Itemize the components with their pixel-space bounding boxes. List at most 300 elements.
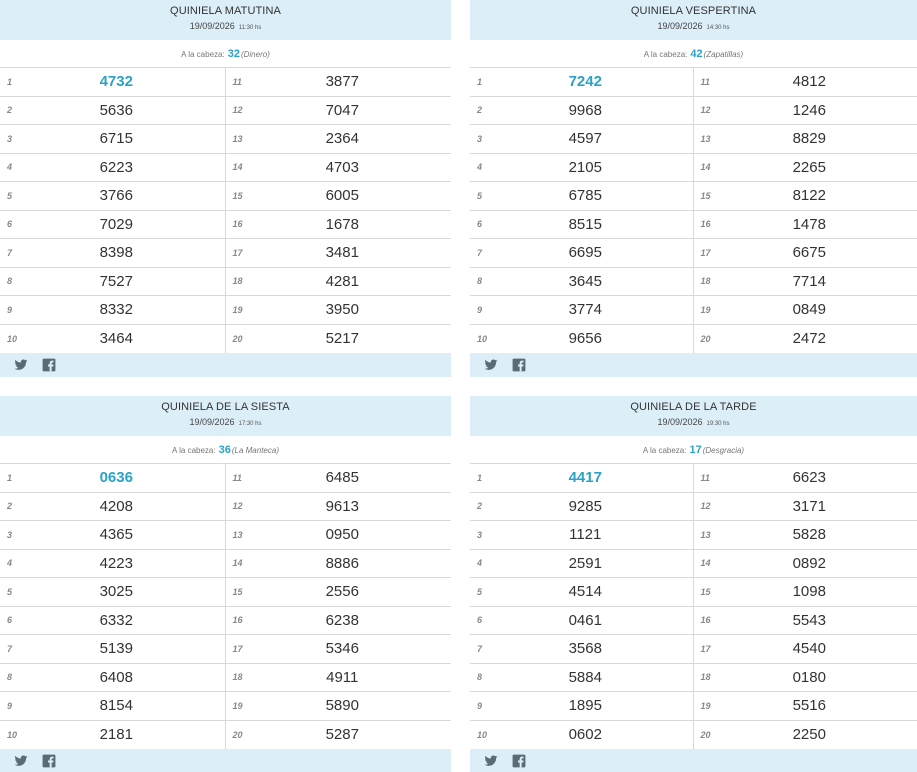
result-row <box>0 692 225 721</box>
result-position: 4 <box>477 558 483 569</box>
result-position: 6 <box>7 219 13 230</box>
result-row <box>0 325 225 354</box>
result-row <box>0 578 225 607</box>
result-number: 6238 <box>325 611 359 629</box>
result-number: 3950 <box>325 301 359 319</box>
result-row <box>470 578 693 607</box>
result-position: 19 <box>232 304 243 315</box>
result-number: 2181 <box>99 726 133 744</box>
result-row <box>470 464 693 493</box>
result-row <box>226 578 452 607</box>
result-number: 6715 <box>99 130 133 148</box>
card-header <box>470 396 917 436</box>
result-row <box>694 635 917 664</box>
cabeza-label: A la cabeza: <box>172 446 216 455</box>
result-number: 6005 <box>325 187 359 205</box>
result-row <box>0 239 225 268</box>
cabeza-number: 17 <box>689 444 702 456</box>
card-footer <box>470 749 917 772</box>
result-row <box>0 125 225 154</box>
result-position: 7 <box>477 643 483 654</box>
cabeza-meaning: La Manteca <box>234 446 277 455</box>
cabeza-number: 32 <box>227 48 240 60</box>
result-position: 3 <box>477 133 483 144</box>
result-row <box>694 325 917 354</box>
result-row <box>470 296 693 325</box>
results-column-left <box>470 68 694 353</box>
quiniela-card-2 <box>470 0 917 377</box>
result-row <box>0 182 225 211</box>
result-row <box>470 521 693 550</box>
result-row <box>470 154 693 183</box>
result-row <box>0 721 225 750</box>
result-number: 3481 <box>325 244 359 262</box>
card-date-line <box>0 415 451 431</box>
result-position: 8 <box>7 672 13 683</box>
cabeza-line <box>0 40 451 68</box>
result-position: 2 <box>7 501 13 512</box>
card-time: 19:30 hs <box>706 421 730 427</box>
result-row <box>694 578 917 607</box>
cabeza-label: A la cabeza: <box>643 50 688 59</box>
quiniela-card-3 <box>0 396 451 772</box>
result-row <box>0 464 225 493</box>
result-row <box>226 97 452 126</box>
result-position: 13 <box>232 529 243 540</box>
result-number: 8122 <box>792 187 826 205</box>
facebook-icon[interactable] <box>512 358 526 372</box>
result-position: 13 <box>232 133 243 144</box>
result-number: 8829 <box>792 130 826 148</box>
result-row <box>0 154 225 183</box>
result-number: 6785 <box>568 187 602 205</box>
result-number: 7714 <box>792 272 826 290</box>
result-number: 4223 <box>99 554 133 572</box>
result-number: 3766 <box>99 187 133 205</box>
result-position: 14 <box>232 558 243 569</box>
card-title: QUINIELA DE LA SIESTA <box>161 401 290 413</box>
results-grid <box>0 68 451 353</box>
result-position: 18 <box>232 672 243 683</box>
result-position: 3 <box>477 529 483 540</box>
result-number: 5884 <box>568 668 602 686</box>
cabeza-word: (Desgracia) <box>702 446 745 455</box>
result-position: 8 <box>477 276 483 287</box>
result-number: 4703 <box>325 158 359 176</box>
result-number: 2105 <box>568 158 602 176</box>
result-number: 2364 <box>325 130 359 148</box>
result-position: 10 <box>7 729 18 740</box>
card-header <box>0 396 451 436</box>
result-number: 4281 <box>325 272 359 290</box>
results-grid <box>0 464 451 749</box>
result-position: 16 <box>232 615 243 626</box>
card-date-line <box>0 19 451 35</box>
results-column-left <box>470 464 694 749</box>
result-position: 1 <box>7 472 13 483</box>
result-position: 12 <box>700 105 711 116</box>
result-number: 1098 <box>792 583 826 601</box>
result-row <box>0 493 225 522</box>
result-row <box>226 721 452 750</box>
results-column-right <box>694 464 917 749</box>
cabeza-number: 42 <box>690 48 703 60</box>
result-position: 15 <box>700 586 711 597</box>
result-number: 3464 <box>99 330 133 348</box>
card-header <box>0 0 451 40</box>
result-position: 14 <box>700 558 711 569</box>
twitter-icon[interactable] <box>484 754 498 768</box>
result-row <box>694 721 917 750</box>
result-number: 4208 <box>99 497 133 515</box>
facebook-icon[interactable] <box>512 754 526 768</box>
result-row <box>226 68 452 97</box>
result-position: 5 <box>7 190 13 201</box>
result-row <box>226 325 452 354</box>
result-number: 0602 <box>568 726 602 744</box>
result-position: 2 <box>477 105 483 116</box>
result-row <box>694 692 917 721</box>
result-position: 15 <box>232 190 243 201</box>
result-row <box>226 635 452 664</box>
result-number: 9656 <box>568 330 602 348</box>
result-row <box>694 550 917 579</box>
result-position: 5 <box>7 586 13 597</box>
result-row <box>470 664 693 693</box>
result-number: 2265 <box>792 158 826 176</box>
result-position: 9 <box>7 700 13 711</box>
result-position: 1 <box>477 472 483 483</box>
result-number-head: 4417 <box>568 469 602 487</box>
result-number: 3171 <box>792 497 826 515</box>
card-time: 14:30 hs <box>706 25 730 31</box>
result-position: 10 <box>7 333 18 344</box>
result-position: 8 <box>477 672 483 683</box>
result-row <box>694 211 917 240</box>
result-number: 1246 <box>792 101 826 119</box>
results-column-right <box>226 464 452 749</box>
cabeza-label: A la cabeza: <box>181 50 225 59</box>
result-position: 9 <box>477 700 483 711</box>
result-number: 5217 <box>325 330 359 348</box>
cabeza-line <box>470 40 917 68</box>
facebook-icon[interactable] <box>42 754 56 768</box>
result-number: 3877 <box>325 73 359 91</box>
result-position: 4 <box>7 558 13 569</box>
result-number: 8398 <box>99 244 133 262</box>
result-number: 6623 <box>792 469 826 487</box>
result-row <box>226 268 452 297</box>
result-row <box>694 68 917 97</box>
result-position: 20 <box>232 333 243 344</box>
result-number: 5287 <box>325 726 359 744</box>
result-row <box>226 239 452 268</box>
result-number: 5346 <box>325 640 359 658</box>
result-position: 5 <box>477 190 483 201</box>
result-row <box>0 521 225 550</box>
result-position: 13 <box>700 529 711 540</box>
result-row <box>0 550 225 579</box>
result-number: 1895 <box>568 697 602 715</box>
card-title: QUINIELA VESPERTINA <box>630 5 757 17</box>
result-row <box>470 182 693 211</box>
cabeza-word: (Dinero) <box>240 50 270 59</box>
result-number: 1678 <box>325 215 359 233</box>
twitter-icon[interactable] <box>14 754 28 768</box>
result-number: 3645 <box>568 272 602 290</box>
card-title: QUINIELA DE LA TARDE <box>630 401 757 413</box>
result-position: 18 <box>700 276 711 287</box>
result-position: 6 <box>7 615 13 626</box>
result-number: 1121 <box>569 526 602 544</box>
result-row <box>226 154 452 183</box>
card-date-line <box>470 415 917 431</box>
result-row <box>470 211 693 240</box>
result-position: 17 <box>700 643 711 654</box>
result-number: 6408 <box>99 668 133 686</box>
result-number: 4514 <box>568 583 602 601</box>
results-column-right <box>226 68 452 353</box>
result-row <box>470 721 693 750</box>
result-number: 6332 <box>99 611 133 629</box>
result-row <box>470 239 693 268</box>
result-row <box>470 68 693 97</box>
result-position: 14 <box>232 162 243 173</box>
result-number: 3025 <box>99 583 133 601</box>
result-position: 5 <box>477 586 483 597</box>
result-position: 16 <box>232 219 243 230</box>
result-number: 5543 <box>792 611 826 629</box>
result-position: 7 <box>7 247 13 258</box>
result-number: 8154 <box>99 697 133 715</box>
result-row <box>0 664 225 693</box>
result-number: 5828 <box>792 526 826 544</box>
results-grid <box>470 464 917 749</box>
result-position: 9 <box>7 304 13 315</box>
result-row <box>470 635 693 664</box>
card-date: 19/09/2026 <box>189 417 235 427</box>
result-position: 1 <box>7 76 13 87</box>
result-position: 1 <box>477 76 483 87</box>
result-position: 12 <box>232 105 243 116</box>
result-number-head: 0636 <box>99 469 133 487</box>
result-position: 17 <box>232 643 243 654</box>
cabeza-number: 36 <box>218 444 231 456</box>
result-row <box>226 464 452 493</box>
card-date-line <box>470 19 917 35</box>
result-number: 4812 <box>792 73 826 91</box>
result-number: 6675 <box>792 244 826 262</box>
result-number: 8332 <box>99 301 133 319</box>
result-number: 2472 <box>792 330 826 348</box>
card-header <box>470 0 917 40</box>
card-date: 19/09/2026 <box>189 21 235 31</box>
result-row <box>694 493 917 522</box>
cabeza-meaning: Desgracia <box>705 446 742 455</box>
result-row <box>226 664 452 693</box>
result-position: 16 <box>700 219 711 230</box>
result-position: 17 <box>700 247 711 258</box>
result-number: 9968 <box>568 101 602 119</box>
result-row <box>694 154 917 183</box>
result-number: 2250 <box>792 726 826 744</box>
result-position: 11 <box>700 472 710 483</box>
card-footer <box>0 353 451 377</box>
card-date: 19/09/2026 <box>657 417 703 427</box>
result-row <box>470 692 693 721</box>
result-number: 0950 <box>325 526 359 544</box>
result-position: 15 <box>232 586 243 597</box>
result-number: 4540 <box>792 640 826 658</box>
result-position: 19 <box>700 304 711 315</box>
result-position: 7 <box>7 643 13 654</box>
result-number: 7029 <box>99 215 133 233</box>
result-row <box>470 325 693 354</box>
result-number: 6485 <box>325 469 359 487</box>
results-column-left <box>0 68 226 353</box>
result-row <box>694 607 917 636</box>
card-title: QUINIELA MATUTINA <box>170 5 281 17</box>
result-number: 3568 <box>568 640 602 658</box>
result-row <box>694 182 917 211</box>
result-number: 0892 <box>792 554 826 572</box>
result-position: 7 <box>477 247 483 258</box>
results-column-right <box>694 68 917 353</box>
result-row <box>0 296 225 325</box>
result-row <box>0 211 225 240</box>
results-column-left <box>0 464 226 749</box>
result-number-head: 7242 <box>568 73 602 91</box>
result-position: 6 <box>477 219 483 230</box>
result-number: 6223 <box>99 158 133 176</box>
result-number: 5139 <box>99 640 133 658</box>
result-position: 3 <box>7 133 13 144</box>
result-row <box>226 521 452 550</box>
result-row <box>470 97 693 126</box>
result-position: 4 <box>7 162 13 173</box>
cabeza-meaning: Zapatillas <box>706 50 741 59</box>
result-position: 17 <box>232 247 243 258</box>
result-row <box>470 493 693 522</box>
result-number: 4365 <box>99 526 133 544</box>
result-position: 15 <box>700 190 711 201</box>
facebook-icon[interactable] <box>42 358 56 372</box>
result-row <box>226 182 452 211</box>
result-position: 16 <box>700 615 711 626</box>
card-time: 17:30 hs <box>238 421 262 427</box>
cabeza-word: (La Manteca) <box>231 446 279 455</box>
result-row <box>694 97 917 126</box>
result-number: 5636 <box>99 101 133 119</box>
result-position: 11 <box>232 472 242 483</box>
result-row <box>694 521 917 550</box>
result-position: 10 <box>477 729 488 740</box>
result-number: 4597 <box>568 130 602 148</box>
result-row <box>0 607 225 636</box>
twitter-icon[interactable] <box>484 358 498 372</box>
card-footer <box>470 353 917 377</box>
result-number: 2591 <box>568 554 602 572</box>
result-position: 18 <box>232 276 243 287</box>
result-position: 11 <box>232 76 242 87</box>
result-row <box>694 125 917 154</box>
result-number: 4911 <box>326 668 359 686</box>
result-row <box>226 296 452 325</box>
result-position: 6 <box>477 615 483 626</box>
result-row <box>470 125 693 154</box>
card-date: 19/09/2026 <box>657 21 703 31</box>
results-grid <box>470 68 917 353</box>
twitter-icon[interactable] <box>14 358 28 372</box>
result-position: 8 <box>7 276 13 287</box>
result-row <box>226 493 452 522</box>
result-position: 14 <box>700 162 711 173</box>
result-number: 8886 <box>325 554 359 572</box>
result-number: 9613 <box>325 497 359 515</box>
cabeza-label: A la cabeza: <box>642 446 687 455</box>
cabeza-meaning: Dinero <box>243 50 268 59</box>
result-row <box>0 268 225 297</box>
result-position: 10 <box>477 333 488 344</box>
result-position: 11 <box>700 76 710 87</box>
result-number: 0461 <box>568 611 602 629</box>
result-position: 9 <box>477 304 483 315</box>
result-row <box>470 607 693 636</box>
result-position: 12 <box>232 501 243 512</box>
result-position: 2 <box>7 105 13 116</box>
result-number: 2556 <box>325 583 359 601</box>
result-row <box>226 550 452 579</box>
quiniela-card-1 <box>0 0 451 377</box>
result-number-head: 4732 <box>99 73 133 91</box>
result-row <box>694 268 917 297</box>
result-position: 3 <box>7 529 13 540</box>
result-position: 2 <box>477 501 483 512</box>
result-number: 8515 <box>568 215 602 233</box>
result-row <box>470 268 693 297</box>
card-time: 11:30 hs <box>238 25 262 31</box>
result-number: 0849 <box>792 301 826 319</box>
result-number: 7527 <box>99 272 133 290</box>
cabeza-word: (Zapatillas) <box>703 50 744 59</box>
result-number: 5516 <box>792 697 826 715</box>
quiniela-card-4 <box>470 396 917 772</box>
result-row <box>226 211 452 240</box>
card-footer <box>0 749 451 772</box>
result-row <box>0 68 225 97</box>
result-position: 18 <box>700 672 711 683</box>
result-number: 5890 <box>325 697 359 715</box>
result-position: 4 <box>477 162 483 173</box>
result-row <box>0 635 225 664</box>
result-number: 9285 <box>568 497 602 515</box>
result-position: 12 <box>700 501 711 512</box>
result-position: 19 <box>232 700 243 711</box>
result-position: 20 <box>700 333 711 344</box>
cabeza-line <box>470 436 917 464</box>
cabeza-line <box>0 436 451 464</box>
result-number: 3774 <box>568 301 602 319</box>
result-position: 19 <box>700 700 711 711</box>
result-row <box>0 97 225 126</box>
result-number: 6695 <box>568 244 602 262</box>
result-row <box>694 664 917 693</box>
result-row <box>226 692 452 721</box>
result-position: 13 <box>700 133 711 144</box>
result-row <box>694 239 917 268</box>
result-number: 1478 <box>792 215 826 233</box>
result-number: 0180 <box>792 668 826 686</box>
